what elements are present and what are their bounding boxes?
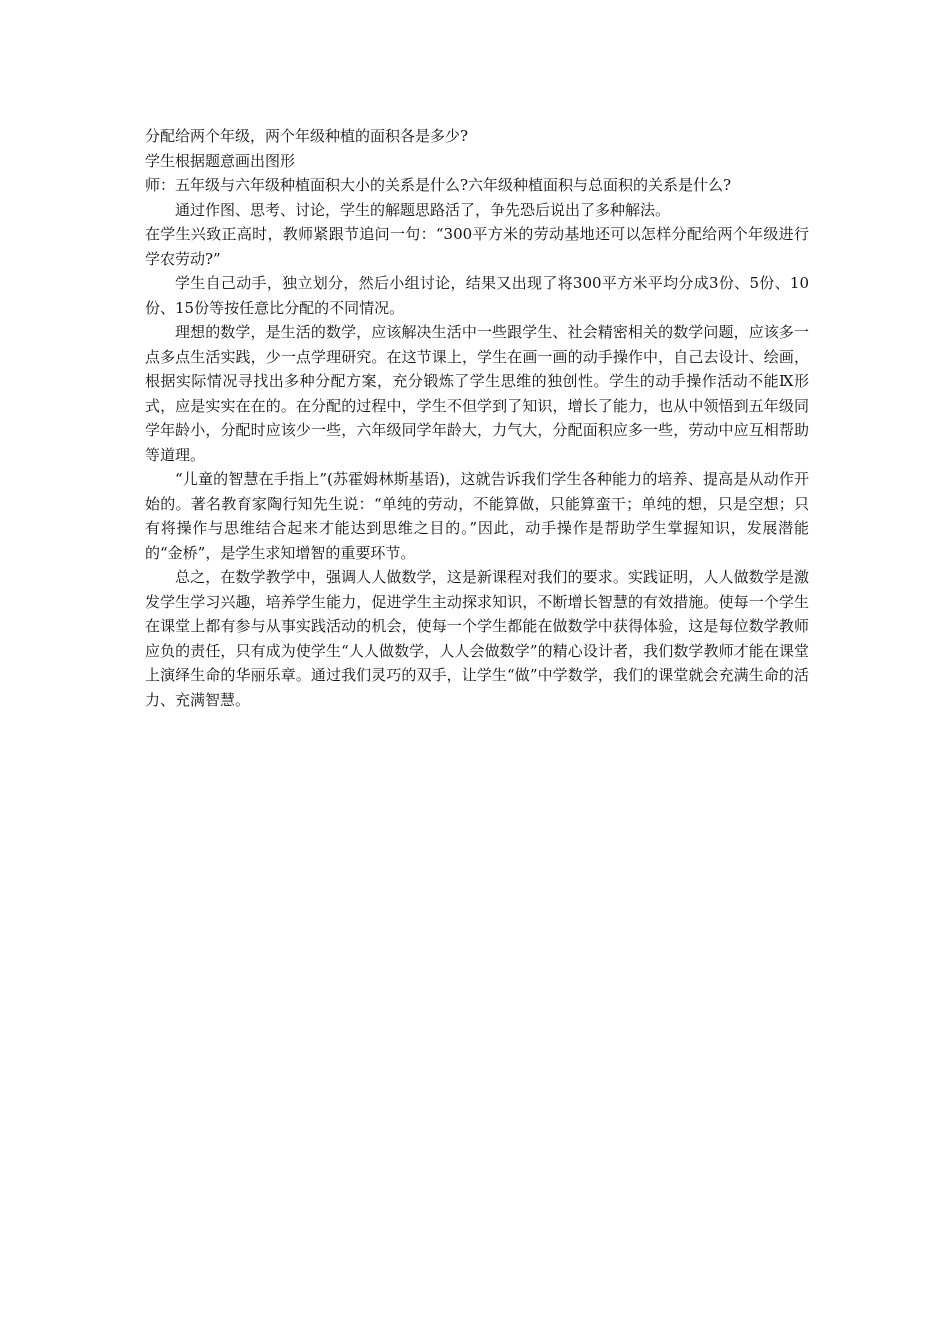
paragraph-solutions: 通过作图、思考、讨论，学生的解题思路活了，争先恐后说出了多种解法。 [175,200,671,219]
paragraph-ideal-math: 理想的数学，是生活的数学，应该解决生活中一些跟学生、社会精密相关的数学问题，应该多一点多点生活实践，少一点学理研究。在这节课上，学生在画一画的动手操作中，自己去设计、绘画，根据实际情况寻找出多种分配方案，充分锻炼了学生思维的独创性。学生的动手操作活动不能Ⅸ形式，应是实实在在的。在分配的过程中，学生不但学到了知识，增长了能力，也从中领悟到五年级同学年龄小，分配时应该少一些，六年级同学年龄大，力气大，分配面积应多一些，劳动中应互相帮助等道理。 [145,323,809,464]
paragraph-conclusion: 总之，在数学教学中，强调人人做数学，这是新课程对我们的要求。实践证明，人人做数学是激发学生学习兴趣，培养学生能力，促进学生主动探求知识，不断增长智慧的有效措施。使每一个学生在课堂上都有参与从事实践活动的机会，使每一个学生都能在做数学中获得体验，这是每位数学教师应负的责任，只有成为使学生“人人做数学，人人会做数学”的精心设计者，我们数学教师才能在课堂上演绎生命的华丽乐章。通过我们灵巧的双手，让学生“做”中学数学，我们的课堂就会充满生命的活力、充满智慧。 [145,568,809,709]
paragraph-follow-up-question: 在学生兴致正高时，教师紧跟节追问一句：“300平方米的劳动基地还可以怎样分配给两个年级进行学农劳动?” [145,225,809,268]
paragraph-group-discussion: 学生自己动手，独立划分，然后小组讨论，结果又出现了将300平方米平均分成3份、5份、10份、15份等按任意比分配的不同情况。 [145,274,809,317]
document-body [145,124,809,712]
paragraph-children-wisdom: “儿童的智慧在手指上”(苏霍姆林斯基语)，这就告诉我们学生各种能力的培养、提高是从动作开始的。著名教育家陶行知先生说：“单纯的劳动，不能算做，只能算蛮干；单纯的想，只是空想；只有将操作与思维结合起来才能达到思维之目的。”因此，动手操作是帮助学生掌握知识，发展潜能的“金桥”，是学生求知增智的重要环节。 [145,470,809,562]
paragraph-teacher-question: 师：五年级与六年级种植面积大小的关系是什么?六年级种植面积与总面积的关系是什么? [145,176,732,194]
paragraph-draw-figure: 学生根据题意画出图形 [145,151,296,170]
paragraph-question-continuation: 分配给两个年级，两个年级种植的面积各是多少? [145,127,469,145]
